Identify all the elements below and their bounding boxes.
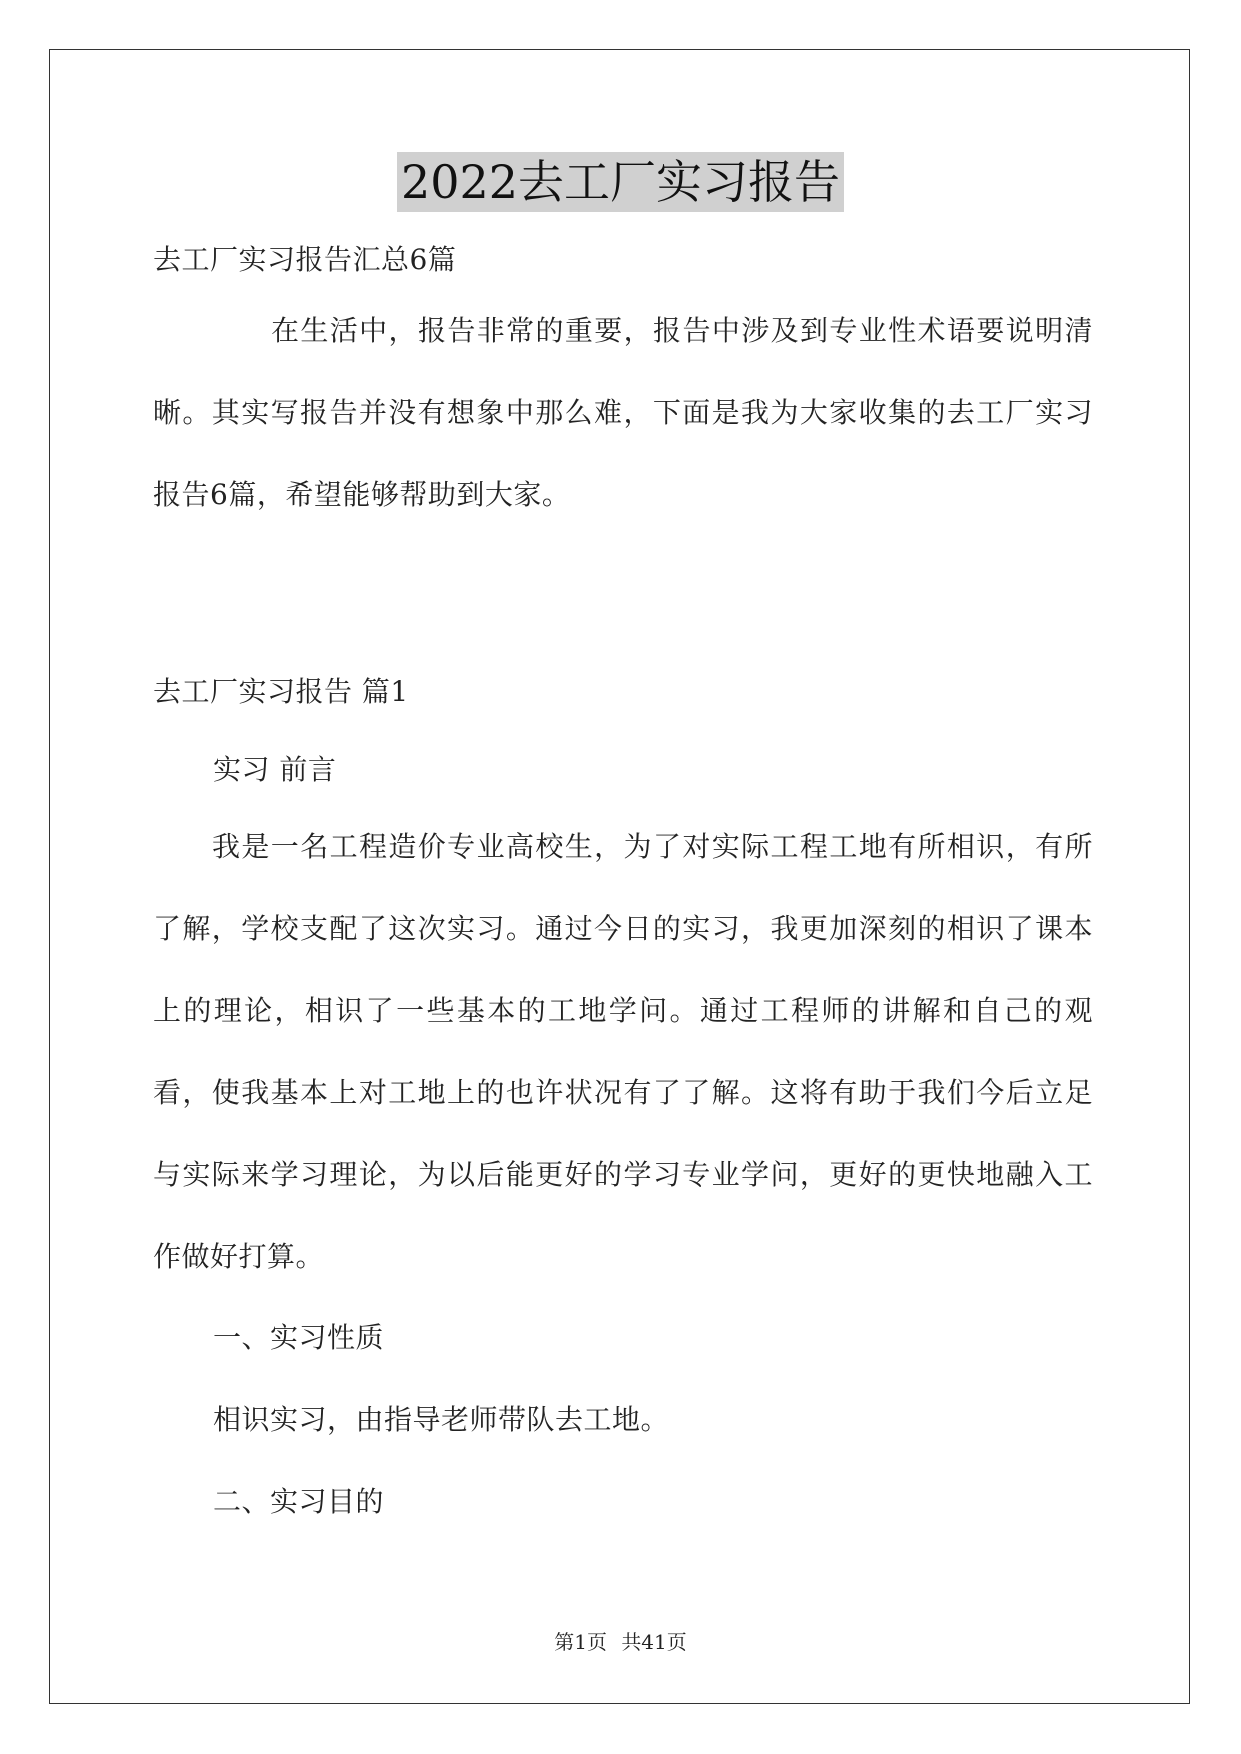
subtitle: 去工厂实习报告汇总6篇 <box>153 243 457 276</box>
nature-heading: 一、实习性质 <box>213 1321 385 1354</box>
document-title: 2022去工厂实习报告 <box>397 152 844 212</box>
preface-paragraph: 我是一名工程造价专业高校生，为了对实际工程工地有所相识，有所了解，学校支配了这次实习。通过今日的实习，我更加深刻的相识了课本上的理论，相识了一些基本的工地学问。通过工程师的讲解和自己的观看，使我基本上对工地上的也许状况有了了解。这将有助于我们今后立足与实际来学习理论，为以后能更好的学习专业学问，更好的更快地融入工作做好打算。 <box>153 830 1093 1273</box>
page-footer <box>0 1628 1241 1656</box>
preface-heading: 实习 前言 <box>213 753 337 786</box>
intro-paragraph: 在生活中，报告非常的重要，报告中涉及到专业性术语要说明清晰。其实写报告并没有想象中那么难，下面是我为大家收集的去工厂实习报告6篇，希望能够帮助到大家。 <box>153 314 1093 511</box>
nature-body: 相识实习，由指导老师带队去工地。 <box>213 1403 670 1436</box>
title-container <box>0 152 1241 212</box>
page-number: 第1页 <box>554 1630 607 1654</box>
section-heading: 去工厂实习报告 篇1 <box>153 675 409 708</box>
page-total: 共41页 <box>621 1630 687 1654</box>
purpose-heading: 二、实习目的 <box>213 1485 385 1518</box>
